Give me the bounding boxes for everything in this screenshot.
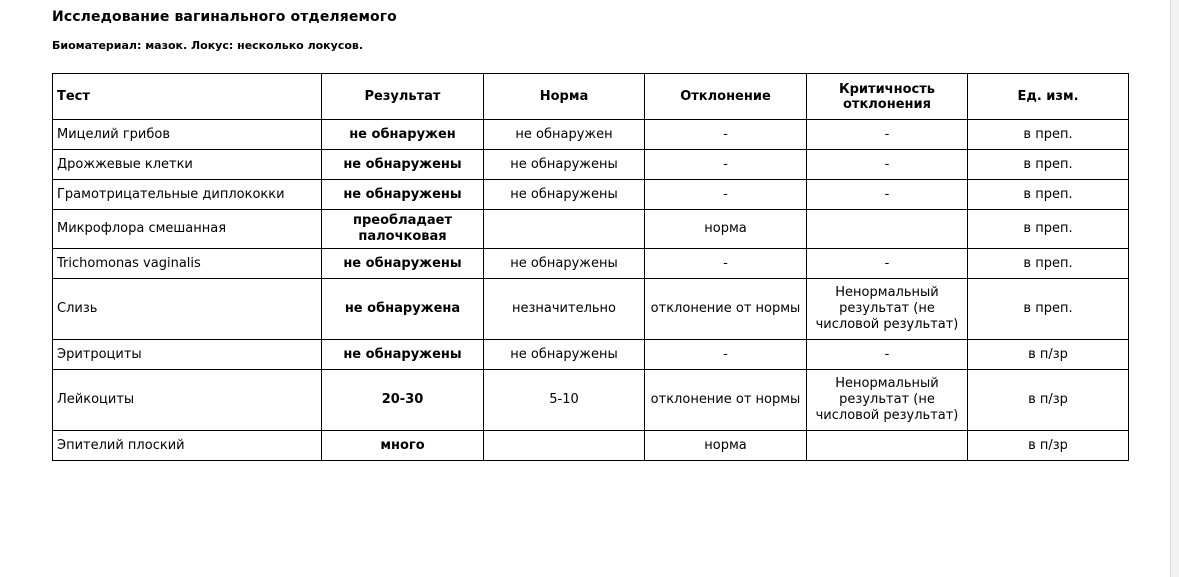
cell-unit: в преп. bbox=[968, 120, 1129, 150]
cell-unit: в преп. bbox=[968, 180, 1129, 210]
cell-criticality: - bbox=[807, 340, 968, 370]
header-result: Результат bbox=[322, 74, 484, 120]
cell-unit: в преп. bbox=[968, 210, 1129, 249]
table-row bbox=[53, 210, 1129, 249]
cell-test: Грамотрицательные диплококки bbox=[53, 180, 322, 210]
cell-deviation: - bbox=[645, 180, 807, 210]
header-criticality: Критичность отклонения bbox=[807, 74, 968, 120]
cell-deviation: - bbox=[645, 150, 807, 180]
cell-unit: в преп. bbox=[968, 249, 1129, 279]
cell-norm: не обнаружены bbox=[484, 180, 645, 210]
cell-test: Лейкоциты bbox=[53, 370, 322, 431]
cell-result: не обнаружены bbox=[322, 249, 484, 279]
cell-norm bbox=[484, 210, 645, 249]
table-row bbox=[53, 120, 1129, 150]
cell-norm bbox=[484, 431, 645, 461]
header-unit: Ед. изм. bbox=[968, 74, 1129, 120]
table-row bbox=[53, 340, 1129, 370]
document-title: Исследование вагинального отделяемого bbox=[52, 9, 397, 25]
cell-criticality: Ненормальный результат (не числовой результат) bbox=[807, 370, 968, 431]
cell-test: Эпителий плоский bbox=[53, 431, 322, 461]
table-row bbox=[53, 150, 1129, 180]
cell-result: не обнаружены bbox=[322, 180, 484, 210]
cell-result: 20-30 bbox=[322, 370, 484, 431]
header-test: Тест bbox=[53, 74, 322, 120]
cell-criticality: Ненормальный результат (не числовой результат) bbox=[807, 279, 968, 340]
cell-result: много bbox=[322, 431, 484, 461]
cell-deviation: отклонение от нормы bbox=[645, 370, 807, 431]
table-row bbox=[53, 180, 1129, 210]
cell-norm: не обнаружен bbox=[484, 120, 645, 150]
cell-criticality: - bbox=[807, 249, 968, 279]
cell-criticality bbox=[807, 210, 968, 249]
header-deviation: Отклонение bbox=[645, 74, 807, 120]
cell-deviation: - bbox=[645, 120, 807, 150]
cell-result: не обнаружены bbox=[322, 150, 484, 180]
cell-criticality: - bbox=[807, 180, 968, 210]
cell-test: Эритроциты bbox=[53, 340, 322, 370]
table-header-row bbox=[53, 74, 1129, 120]
table-row bbox=[53, 370, 1129, 431]
cell-unit: в преп. bbox=[968, 150, 1129, 180]
cell-unit: в п/зр bbox=[968, 340, 1129, 370]
table-row bbox=[53, 431, 1129, 461]
cell-deviation: - bbox=[645, 249, 807, 279]
cell-deviation: норма bbox=[645, 210, 807, 249]
cell-result: не обнаружены bbox=[322, 340, 484, 370]
cell-criticality bbox=[807, 431, 968, 461]
cell-deviation: норма bbox=[645, 431, 807, 461]
header-norm: Норма bbox=[484, 74, 645, 120]
table-row bbox=[53, 249, 1129, 279]
cell-test: Мицелий грибов bbox=[53, 120, 322, 150]
cell-criticality: - bbox=[807, 120, 968, 150]
document-subtitle: Биоматериал: мазок. Локус: несколько локусов. bbox=[52, 39, 364, 52]
cell-test: Дрожжевые клетки bbox=[53, 150, 322, 180]
cell-result: не обнаружена bbox=[322, 279, 484, 340]
results-table bbox=[52, 73, 1129, 461]
cell-deviation: - bbox=[645, 340, 807, 370]
cell-norm: не обнаружены bbox=[484, 249, 645, 279]
cell-norm: не обнаружены bbox=[484, 340, 645, 370]
table-row bbox=[53, 279, 1129, 340]
cell-unit: в п/зр bbox=[968, 431, 1129, 461]
cell-norm: 5-10 bbox=[484, 370, 645, 431]
cell-test: Микрофлора смешанная bbox=[53, 210, 322, 249]
cell-criticality: - bbox=[807, 150, 968, 180]
cell-test: Trichomonas vaginalis bbox=[53, 249, 322, 279]
cell-unit: в преп. bbox=[968, 279, 1129, 340]
cell-unit: в п/зр bbox=[968, 370, 1129, 431]
cell-result: не обнаружен bbox=[322, 120, 484, 150]
cell-norm: незначительно bbox=[484, 279, 645, 340]
cell-test: Слизь bbox=[53, 279, 322, 340]
cell-result: преобладает палочковая bbox=[322, 210, 484, 249]
cell-deviation: отклонение от нормы bbox=[645, 279, 807, 340]
cell-norm: не обнаружены bbox=[484, 150, 645, 180]
